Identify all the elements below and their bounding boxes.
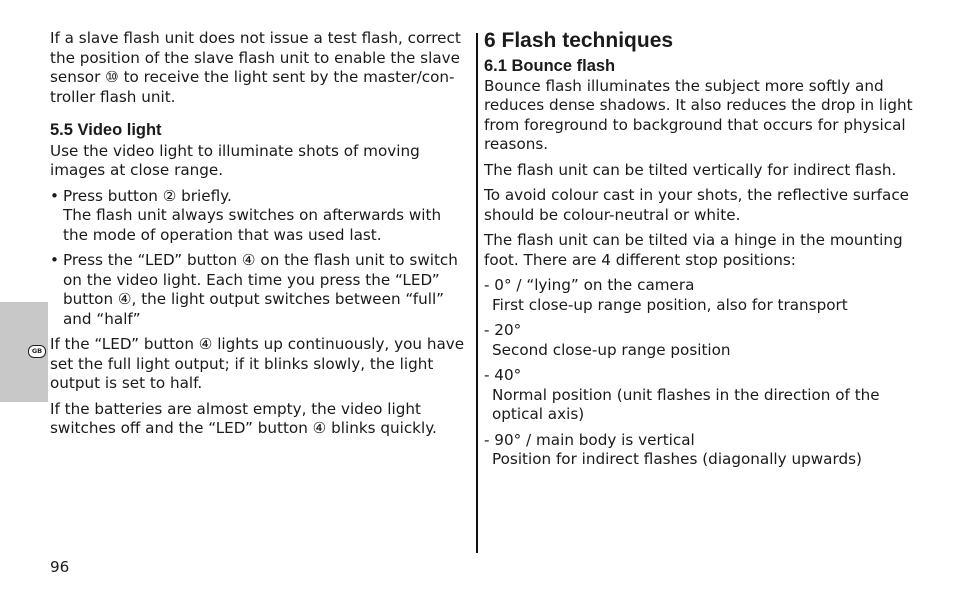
led-status-paragraph: If the “LED” button ④ lights up continuously, you have set the full light output; if it blinks slowly, the light output is set to half. [50, 335, 465, 392]
stop-position-desc: Second close-up range position [492, 340, 731, 359]
section-5-5-heading: 5.5 Video light [50, 121, 162, 139]
stop-position-desc: Position for indirect flashes (diagonally upwards) [492, 450, 862, 468]
stop-position-item [484, 276, 914, 315]
stop-position-desc: Normal position (unit flashes in the direction of the optical axis) [492, 385, 880, 423]
right-column [484, 29, 914, 476]
colour-cast-paragraph: To avoid colour cast in your shots, the reflective surface should be colour-neutral or white. [484, 186, 910, 224]
stop-position-item [484, 431, 914, 470]
video-light-intro: Use the video light to illuminate shots of moving images at close range. [50, 141, 420, 179]
bullet-text: Press the “LED” button ④ on the flash unit to switch on the video light. Each time you press the “LED” button ④, the light output switches between “full” and “half” [63, 251, 458, 328]
stop-position-item [484, 321, 914, 360]
bullet-mark: • [50, 251, 59, 269]
section-6-1-heading: 6.1 Bounce flash [484, 57, 616, 75]
bullet-subtext: The flash unit always switches on afterwards with the mode of operation that was used last. [63, 206, 442, 244]
page-number: 96 [50, 558, 70, 576]
gb-language-badge: GB [28, 345, 46, 358]
stop-position-head: - 20° [484, 321, 522, 339]
stop-position-head: - 0° / “lying” on the camera [484, 276, 695, 294]
bullet-text: Press button ② briefly. [63, 186, 232, 205]
bullet-item [50, 251, 470, 329]
left-column [50, 29, 470, 445]
bullet-item [50, 187, 470, 246]
stop-position-item [484, 366, 914, 425]
stop-position-desc: First close-up range position, also for transport [492, 295, 848, 314]
bounce-flash-paragraph: Bounce flash illuminates the subject more softly and reduces dense shadows. It also reduces the drop in light from foreground to background that occurs for physical reasons. [484, 76, 913, 153]
bullet-mark: • [50, 186, 59, 205]
stop-positions-paragraph: The flash unit can be tilted via a hinge in the mounting foot. There are 4 different stop positions: [484, 231, 903, 269]
battery-paragraph: If the batteries are almost empty, the video light switches off and the “LED” button ④ blinks quickly. [50, 399, 437, 437]
stop-position-head: - 40° [484, 366, 522, 384]
tilt-paragraph: The flash unit can be tilted vertically for indirect flash. [484, 160, 897, 179]
column-divider [476, 33, 478, 553]
slave-flash-paragraph: If a slave flash unit does not issue a test flash, correct the position of the slave flash unit to enable the slave sensor ⑩ to receive the light sent by the master/con-troller flash unit. [50, 29, 461, 106]
stop-position-head: - 90° / main body is vertical [484, 430, 695, 449]
chapter-6-heading: 6 Flash techniques [484, 29, 674, 52]
